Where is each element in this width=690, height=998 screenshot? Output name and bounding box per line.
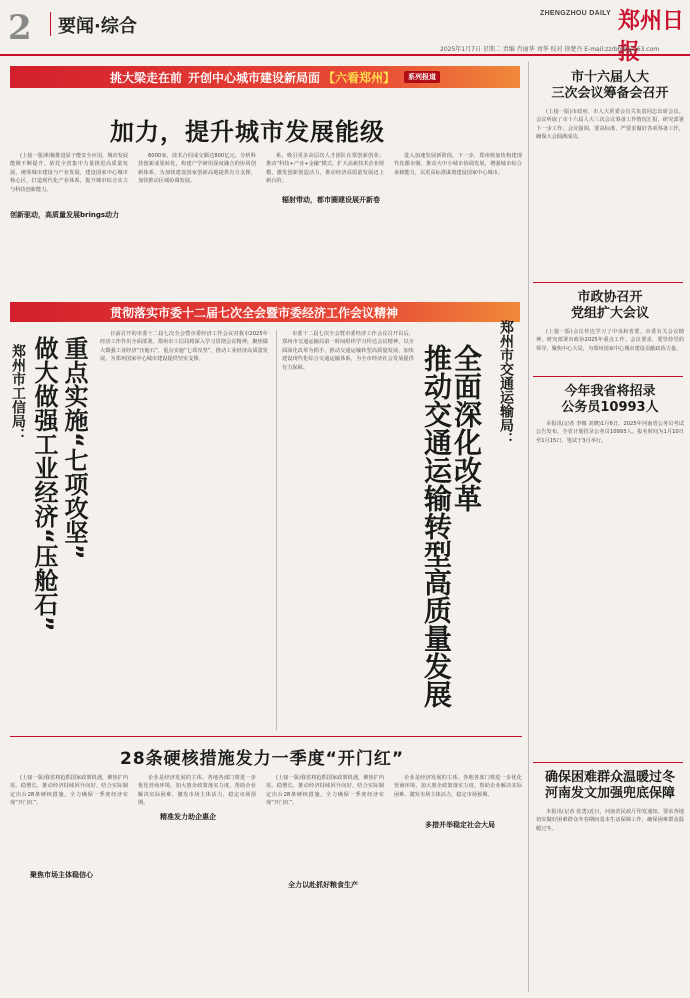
right-column-divider xyxy=(528,62,529,992)
paper-name-en: ZHENGZHOU DAILY xyxy=(540,10,612,17)
story2b-headline-b: 推动交通运输转型高质量发展 xyxy=(420,344,453,708)
right-headline-1 xyxy=(540,70,680,102)
story3-col-4: 企业是经济发展的主体。各地各部门将进一步优化营商环境，加大惠企政策落实力度，帮助企业解决实际困难，激发市场主体活力，稳定市场预期。 xyxy=(394,775,522,798)
page-number: 2 xyxy=(8,8,32,48)
right-headline-1a: 市十六届人大 xyxy=(570,70,649,85)
right-headline-4a: 确保困难群众温暖过冬 xyxy=(544,770,675,785)
right-rule-1 xyxy=(533,282,683,283)
story2-location: 郑州市工信局： xyxy=(10,344,26,442)
right-rule-3 xyxy=(533,762,683,763)
right-headline-4 xyxy=(540,770,680,802)
right-headline-3b: 公务员10993人 xyxy=(561,400,659,415)
section-rule xyxy=(10,736,522,737)
story2-headline-a: 做大做强工业经济“压舱石” xyxy=(30,336,58,632)
right-body-4: 本报讯(记者 张勇)近日，河南省民政厅印发通知，要求各地切实做好困难群众冬春期间基本生活保障工作，确保困难群众温暖过冬。 xyxy=(536,809,684,832)
right-body-3: 本报讯(记者 李娜 刘晓)1月6日，2025年河南省公务员考试公告发布，全省计划招录公务员10993人。报名时间为1月10日至1月15日，笔试于3月举行。 xyxy=(536,421,684,444)
series-tag: 系列报道 xyxy=(404,71,440,83)
right-rule-2 xyxy=(533,376,683,377)
lead-subhead-2: 辐射带动，都市圈建设展开新卷 xyxy=(282,196,380,204)
right-headline-2 xyxy=(540,290,680,322)
story3-col-2: 企业是经济发展的主体。各地各部门将进一步优化营商环境，加大惠企政策落实力度，帮助企业解决实际困难，激发市场主体活力，稳定市场预期。 xyxy=(138,775,256,807)
lead-col-1: (上接一版)积极推进原子能安全应用，城市发展能级不断提升。依托全省集中力量推进高质量发展，统筹城市建设与产业发展，建设国家中心城市核心区，打造现代化产业体系，提升城市综合实力与科技创新能力。 xyxy=(10,153,128,193)
section-name: 要闻·综合 xyxy=(58,16,137,37)
story3-headline: 28条硬核措施发力一季度“开门红” xyxy=(120,749,405,769)
story2b-headline-a: 全面深化改革 xyxy=(450,344,483,512)
story3-subhead-4: 多措并举稳定社会大局 xyxy=(425,821,495,829)
right-headline-4b: 河南发文加强兜底保障 xyxy=(544,786,675,801)
banner-left: 挑大梁走在前 xyxy=(110,70,183,85)
right-headline-3a: 今年我省将招录 xyxy=(564,384,656,399)
story2-headline xyxy=(30,336,58,636)
column-divider xyxy=(276,330,277,730)
lead-col-2: 6000家，技术合同成交额达800亿元。分析科技创新成果转化，构建产学研用深度融合的协同创新体系，为加快建设国家创新高地提供有力支撑，加快推动区域协调发展。 xyxy=(138,153,256,185)
right-headline-3 xyxy=(540,384,680,416)
lead-col-3: 系，吸引更多高层次人才团队在郑创新创业；推动“科技+产业+金融”模式，扩大高新技术企业规模，激发创新创造活力，推动经济高质量发展迈上新台阶。 xyxy=(266,153,384,185)
story3-subhead-2: 精准发力助企惠企 xyxy=(160,813,216,821)
banner-mid: 开创中心城市建设新局面 xyxy=(188,70,321,85)
right-headline-2a: 市政协召开 xyxy=(577,290,643,305)
lead-subhead-1: 创新驱动，高质量发展brings动力 xyxy=(10,211,120,219)
lead-headline: 加力，提升城市发展能级 xyxy=(110,118,385,146)
story3-subhead-3: 全力以赴抓好粮食生产 xyxy=(288,881,358,889)
story3-col-3: (上接一版)我省将抢抓国家政策机遇，聚焦扩内需、稳增长，推动经济持续回升向好，结合实际制定出台28条硬核措施，全力确保一季度经济实现“开门红”。 xyxy=(266,775,384,807)
section-divider xyxy=(50,12,51,36)
right-body-2: (上接一版)会议传达学习了中央和省委、市委有关会议精神，研究部署市政协2025年重点工作。会议要求，要坚持党的领导，聚焦中心大局，为郑州国家中心城市建设贡献政协力量。 xyxy=(536,329,684,352)
story3-subhead-1: 聚焦市场主体稳信心 xyxy=(30,871,93,879)
issue-line: 2025年1月7日 星期二 责编 肖丽华 刘华 校对 徐楚丹 E-mail:zzrbbjb@163.com xyxy=(440,46,660,53)
story2-body: 日前召开的市委十二届七次全会暨市委经济工作会议对我市2025年经济工作作出全面部署。郑州市工信局将深入学习贯彻会议精神，聚焦做大做强工业经济“压舱石”，重点实施“七项攻坚”，推动工业经济高质量发展，为郑州国家中心城市建设提供坚实支撑。 xyxy=(100,331,268,363)
series-banner xyxy=(10,66,520,88)
lead-col-4: 进入加速发展新阶段。下一步，郑州将加快构建现代化都市圈，推动大中小城市协调发展，增强城市综合承载能力，以更高标准谋划建设国家中心城市。 xyxy=(394,153,522,176)
story2-headline-b: 重点实施“七项攻坚” xyxy=(60,336,88,560)
right-headline-2b: 党组扩大会议 xyxy=(570,306,649,321)
story2b-body: 市委十二届七次全会暨市委经济工作会议召开以后，郑州市交通运输局第一时间组织学习传达会议精神，以全面深化改革为抓手，推动交通运输转型高质量发展，加快建设现代化综合交通运输体系，为全市经济社会发展提供有力保障。 xyxy=(282,331,414,371)
banner-emphasis: 【六看郑州】 xyxy=(323,70,396,85)
meeting-banner-text: 贯彻落实市委十二届七次全会暨市委经济工作会议精神 xyxy=(110,305,399,320)
story2b-location: 郑州市交通运输局： xyxy=(498,320,514,446)
story3-col-1: (上接一版)我省将抢抓国家政策机遇，聚焦扩内需、稳增长，推动经济持续回升向好，结合实际制定出台28条硬核措施，全力确保一季度经济实现“开门红”。 xyxy=(10,775,128,807)
right-headline-1b: 三次会议筹备会召开 xyxy=(551,86,669,101)
right-body-1: (上接一版)市政府、市人大常委会有关负责同志出席会议。会议听取了市十六届人大三次会议筹备工作情况汇报，研究部署下一步工作。会议强调，要高标准、严要求做好各项筹备工作，确保大会圆满成功。 xyxy=(536,109,684,141)
meeting-banner xyxy=(10,302,520,322)
masthead xyxy=(0,0,690,65)
paper-logo: 郑州日报 xyxy=(618,8,685,65)
